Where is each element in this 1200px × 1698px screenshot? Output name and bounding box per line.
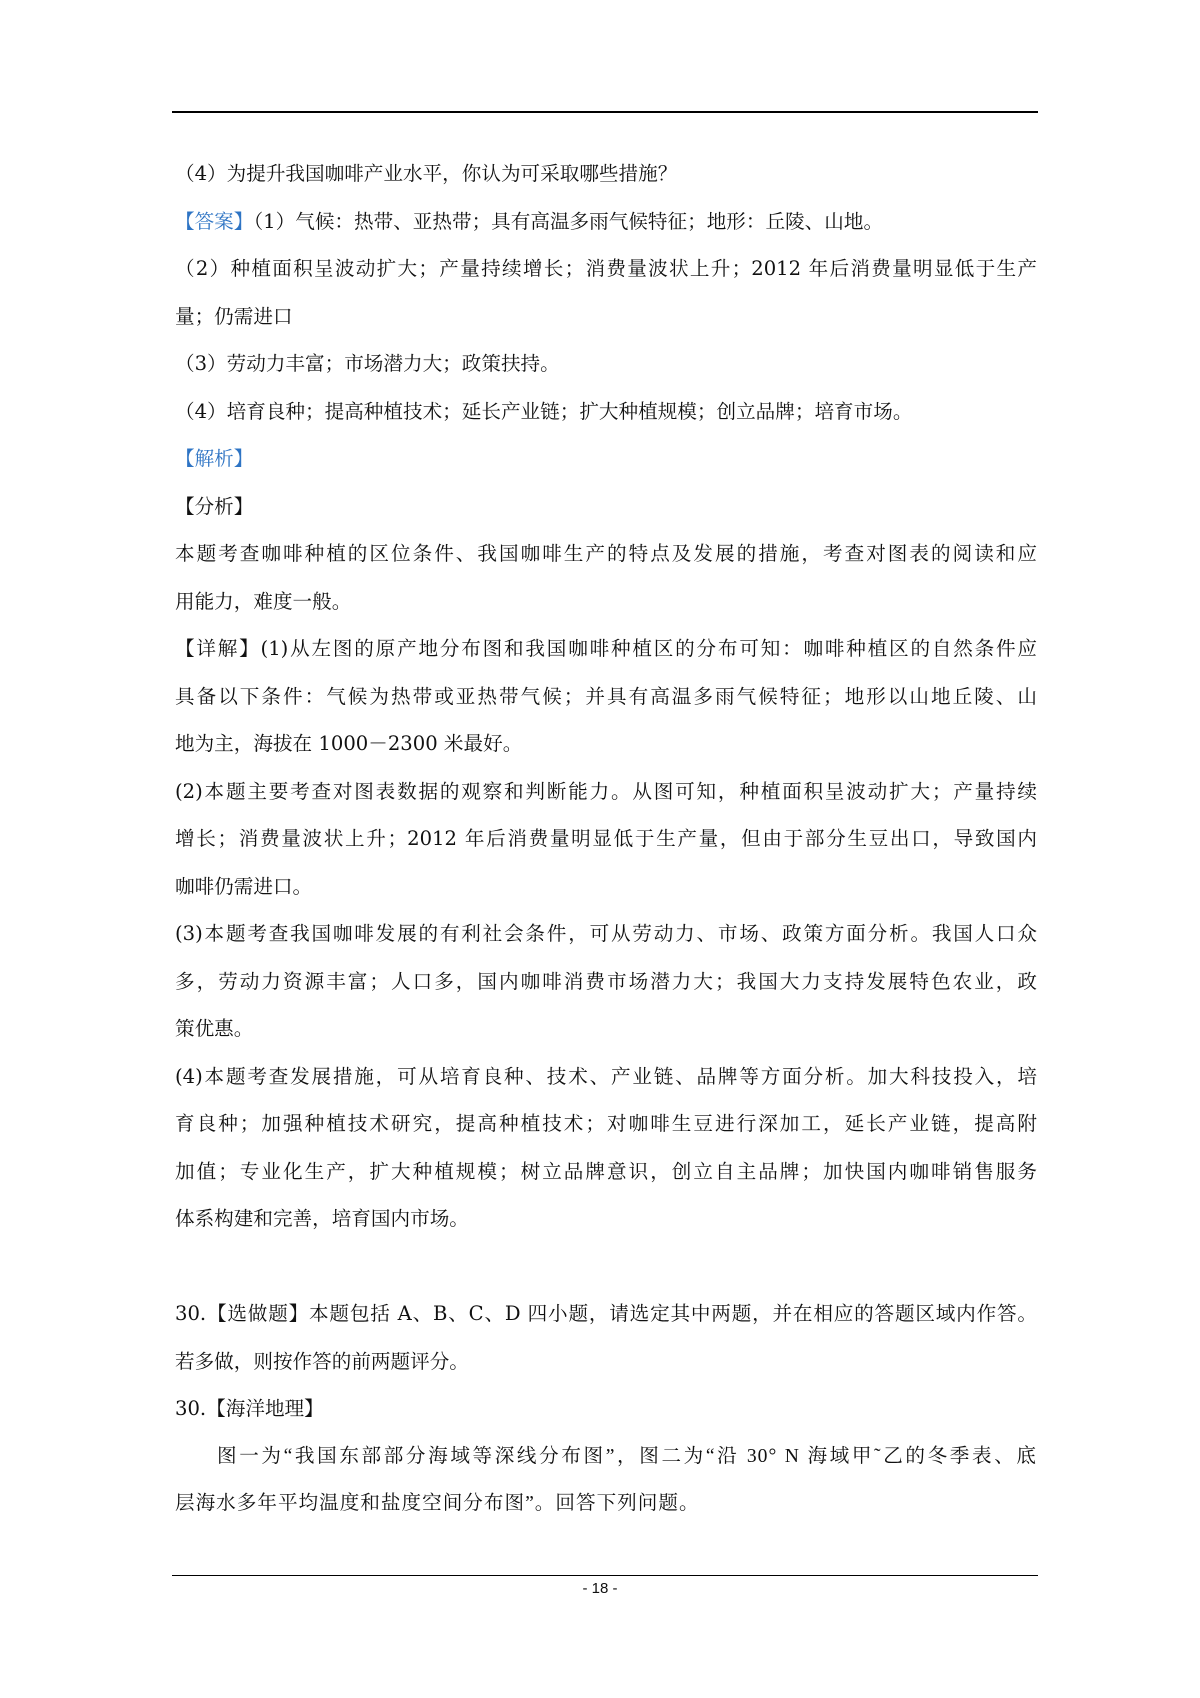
detail-2-line-3: 咖啡仍需进口。 (175, 874, 313, 898)
question-30-stem-line-1: 图一为“我国东部部分海域等深线分布图”，图二为“沿 30° N 海域甲˜乙的冬季表、底 (217, 1445, 1037, 1467)
question-4-text: （4）为提升我国咖啡产业水平，你认为可采取哪些措施？ (175, 162, 678, 185)
detail-4-line-1: (4)本题考查发展措施，可从培育良种、技术、产业链、品牌等方面分析。加大科技投入，培 (175, 1064, 1037, 1088)
detail-4-line-2: 育良种；加强种植技术研究，提高种植技术；对咖啡生豆进行深加工，延长产业链，提高附 (175, 1112, 1037, 1135)
detail-3-line-2: 多，劳动力资源丰富；人口多，国内咖啡消费市场潜力大；我国大力支持发展特色农业，政 (175, 969, 1037, 993)
document-body (175, 150, 1037, 1528)
answer-3-text: （3）劳动力丰富；市场潜力大；政策扶持。 (175, 352, 560, 375)
analysis-line-1: 本题考查咖啡种植的区位条件、我国咖啡生产的特点及发展的措施，考查对图表的阅读和应 (175, 542, 1037, 565)
page-number: - 18 - (582, 1580, 618, 1597)
answer-line-1 (175, 198, 1037, 246)
analysis-tag: 【解析】 (175, 447, 254, 470)
detail-2-line-1: (2)本题主要考查对图表数据的观察和判断能力。从图可知，种植面积呈波动扩大；产量持续 (175, 779, 1037, 803)
detail-3-line-1: (3)本题考查我国咖啡发展的有利社会条件，可从劳动力、市场、政策方面分析。我国人口众 (175, 922, 1037, 945)
detail-3-line-3: 策优惠。 (175, 1017, 254, 1040)
answer-1-text: （1）气候：热带、亚热带；具有高温多雨气候特征；地形：丘陵、山地。 (253, 209, 884, 233)
section-gap (175, 1243, 1037, 1291)
analysis-line-2: 用能力，难度一般。 (175, 589, 352, 613)
detail-1-line-2: 具备以下条件：气候为热带或亚热带气候；并具有高温多雨气候特征；地形以山地丘陵、山 (175, 684, 1037, 708)
question-30-intro-line-1: 30.【选做题】本题包括 A、B、C、D 四小题，请选定其中两题，并在相应的答题区域内作答。 (175, 1302, 1037, 1325)
answer-4-text: （4）培育良种；提高种植技术；延长产业链；扩大种植规模；创立品牌；培育市场。 (175, 399, 913, 423)
answer-tag: 【答案】 (175, 209, 254, 233)
question-30-stem-line-2: 层海水多年平均温度和盐度空间分布图”。回答下列问题。 (175, 1493, 700, 1514)
detail-4-line-3: 加值；专业化生产，扩大种植规模；树立品牌意识，创立自主品牌；加快国内咖啡销售服务 (175, 1159, 1037, 1183)
answer-2-line-2: 量；仍需进口 (175, 304, 293, 328)
analysis-subheading: 【分析】 (175, 494, 254, 518)
detail-1-line-3: 地为主，海拔在 1000－2300 米最好。 (175, 732, 523, 755)
answer-2-line-1: （2）种植面积呈波动扩大；产量持续增长；消费量波状上升；2012 年后消费量明显低于生产 (175, 257, 1037, 280)
question-30-heading: 30.【海洋地理】 (175, 1397, 324, 1420)
question-30-intro-line-2: 若多做，则按作答的前两题评分。 (175, 1349, 469, 1373)
detail-2-line-2: 增长；消费量波状上升；2012 年后消费量明显低于生产量，但由于部分生豆出口，导致国内 (175, 827, 1037, 850)
header-rule (172, 111, 1038, 113)
detail-1-line-1: 【详解】(1)从左图的原产地分布图和我国咖啡种植区的分布可知：咖啡种植区的自然条件应 (175, 637, 1037, 660)
detail-4-line-4: 体系构建和完善，培育国内市场。 (175, 1207, 469, 1230)
